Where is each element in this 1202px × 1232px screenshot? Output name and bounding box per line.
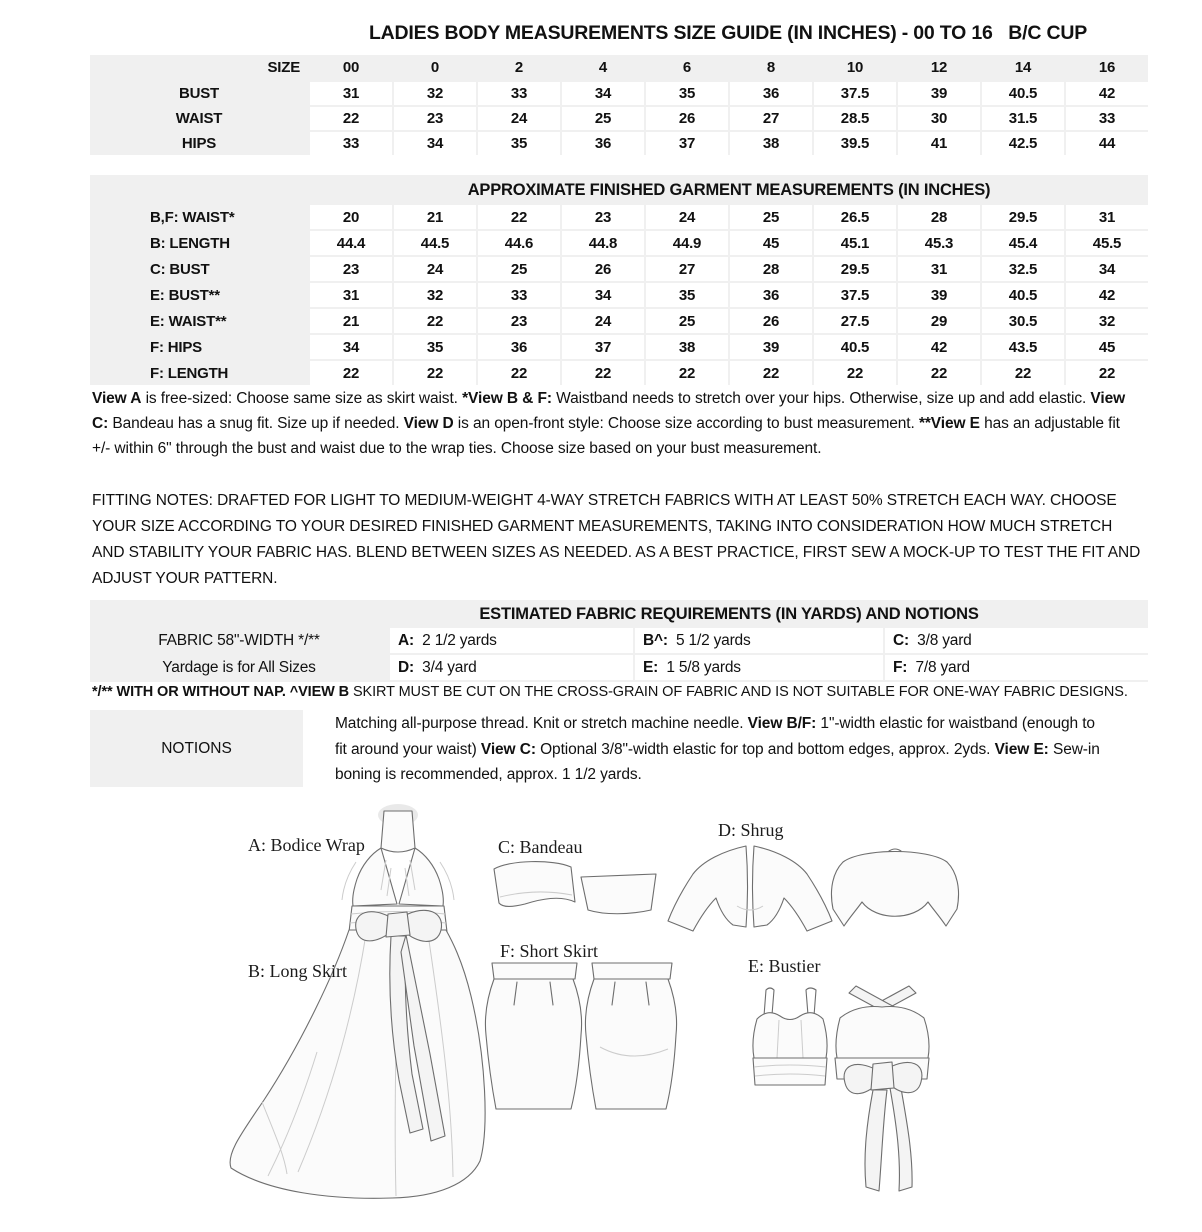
- fabric-view-key: D:: [398, 658, 414, 676]
- body-measurements-grid: [90, 55, 1148, 155]
- bold-text: View B/F:: [747, 715, 817, 732]
- measurement-cell: 24: [646, 205, 728, 229]
- text: Optional 3/8"-width elastic for top and bottom edges, approx. 2yds.: [535, 740, 995, 758]
- fabric-requirements-grid: [90, 628, 1148, 680]
- bold-text: View D: [403, 415, 454, 432]
- measurement-cell: 22: [982, 361, 1064, 385]
- measurement-cell: 39: [898, 283, 980, 307]
- measurement-cell: 27: [730, 107, 812, 130]
- measurement-cell: 31: [310, 283, 392, 307]
- measurement-cell: 22: [1066, 361, 1148, 385]
- row-label: WAIST: [175, 110, 223, 127]
- fabric-yardage-value: 2 1/2 yards: [413, 631, 497, 649]
- fabric-yardage-cell: [885, 628, 1148, 653]
- measurement-cell: 29: [898, 309, 980, 333]
- measurement-cell: 30: [898, 107, 980, 130]
- text: Bandeau has a snug fit. Size up if needed.: [108, 415, 404, 432]
- measurement-cell: 26: [562, 257, 644, 281]
- measurement-cell: 34: [394, 132, 476, 155]
- measurement-cell: 45.5: [1066, 231, 1148, 255]
- size-column-header: 2: [514, 59, 524, 76]
- fabric-requirements-table: [90, 600, 1148, 682]
- measurement-cell: 24: [394, 257, 476, 281]
- fabric-yardage-cell: [390, 655, 633, 680]
- size-column-header: 6: [682, 59, 692, 76]
- measurement-cell: 38: [646, 335, 728, 359]
- fabric-yardage-value: 5 1/2 yards: [667, 631, 751, 649]
- fabric-yardage-value: 3/4 yard: [413, 658, 477, 676]
- text: Sew-in boning is recommended, approx. 1 1/2 yards.: [335, 740, 1100, 784]
- measurement-cell: 22: [394, 309, 476, 333]
- measurement-cell: 35: [646, 82, 728, 105]
- measurement-cell: 45.3: [898, 231, 980, 255]
- bodice-wrap-dress-illustration: [230, 804, 485, 1198]
- bold-text: View C:: [480, 740, 536, 758]
- size-column-header: 4: [598, 59, 608, 76]
- measurement-cell: 25: [562, 107, 644, 130]
- measurement-cell: 42: [1066, 82, 1148, 105]
- bold-text: **View E: [918, 415, 980, 432]
- fabric-footnote: [92, 683, 1142, 702]
- garment-illustrations: [0, 802, 1202, 1232]
- measurement-cell: 20: [310, 205, 392, 229]
- notions-text: [335, 711, 1107, 788]
- fabric-view-key: E:: [643, 658, 659, 676]
- view-label-bustier: E: Bustier: [748, 956, 821, 976]
- bold-text: View E:: [994, 740, 1049, 758]
- measurement-cell: 27: [646, 257, 728, 281]
- measurement-cell: 44: [1066, 132, 1148, 155]
- measurement-cell: 40.5: [982, 283, 1064, 307]
- measurement-cell: 22: [814, 361, 896, 385]
- measurement-cell: 40.5: [814, 335, 896, 359]
- view-label-bodice-wrap: A: Bodice Wrap: [248, 835, 365, 855]
- bold-text: */** WITH OR WITHOUT NAP.: [92, 684, 290, 700]
- measurement-cell: 37: [646, 132, 728, 155]
- measurement-cell: 31: [1066, 205, 1148, 229]
- measurement-cell: 21: [310, 309, 392, 333]
- fabric-view-key: A:: [398, 631, 414, 649]
- measurement-cell: 25: [646, 309, 728, 333]
- measurement-cell: 38: [730, 132, 812, 155]
- fabric-yardage-cell: [635, 655, 883, 680]
- measurement-cell: 42: [1066, 283, 1148, 307]
- measurement-cell: 22: [394, 361, 476, 385]
- measurement-cell: 35: [478, 132, 560, 155]
- bold-text: *View B & F:: [462, 390, 552, 407]
- measurement-cell: 25: [730, 205, 812, 229]
- size-column-header: 0: [430, 59, 440, 76]
- view-label-bandeau: C: Bandeau: [498, 837, 583, 857]
- measurement-cell: 39: [898, 82, 980, 105]
- text: is an open-front style: Choose size according to bust measurement.: [453, 415, 919, 432]
- measurement-cell: 43.5: [982, 335, 1064, 359]
- measurement-cell: 22: [310, 107, 392, 130]
- measurement-cell: 23: [562, 205, 644, 229]
- measurement-cell: 39.5: [814, 132, 896, 155]
- fabric-yardage-cell: [885, 655, 1148, 680]
- fabric-yardage-value: 1 5/8 yards: [658, 658, 741, 676]
- measurement-cell: 42: [898, 335, 980, 359]
- measurement-cell: 23: [478, 309, 560, 333]
- size-column-header: 12: [930, 59, 948, 76]
- measurement-cell: 44.5: [394, 231, 476, 255]
- page-title: LADIES BODY MEASUREMENTS SIZE GUIDE (IN INCHES) - 00 TO 16 B/C CUP: [368, 22, 1088, 44]
- measurement-cell: 32: [394, 283, 476, 307]
- measurement-cell: 37: [562, 335, 644, 359]
- row-label: E: BUST**: [150, 286, 220, 304]
- measurement-cell: 33: [310, 132, 392, 155]
- bustier-illustration: [753, 986, 929, 1191]
- view-label-shrug: D: Shrug: [718, 820, 784, 840]
- measurement-cell: 37.5: [814, 82, 896, 105]
- measurement-cell: 34: [310, 335, 392, 359]
- fabric-table-title: ESTIMATED FABRIC REQUIREMENTS (IN YARDS) AND NOTIONS: [479, 605, 979, 623]
- measurement-cell: 44.6: [478, 231, 560, 255]
- measurement-cell: 28: [730, 257, 812, 281]
- bold-text: View C:: [92, 390, 1126, 432]
- measurement-cell: 44.4: [310, 231, 392, 255]
- measurement-cell: 29.5: [814, 257, 896, 281]
- measurement-cell: 21: [394, 205, 476, 229]
- row-label: B,F: WAIST*: [150, 208, 235, 226]
- row-label: E: WAIST**: [150, 312, 227, 330]
- size-column-header: 00: [342, 59, 360, 76]
- measurement-cell: 34: [562, 283, 644, 307]
- text: is free-sized: Choose same size as skirt waist.: [141, 390, 463, 407]
- measurement-cell: 45.4: [982, 231, 1064, 255]
- row-label: B: LENGTH: [150, 234, 230, 252]
- row-label: F: HIPS: [150, 338, 202, 356]
- measurement-cell: 30.5: [982, 309, 1064, 333]
- view-label-short-skirt: F: Short Skirt: [500, 941, 599, 961]
- measurement-cell: 28: [898, 205, 980, 229]
- fabric-view-key: C:: [893, 631, 909, 649]
- bold-text: View A: [92, 390, 142, 407]
- size-column-header: 14: [1014, 59, 1032, 76]
- measurement-cell: 34: [1066, 257, 1148, 281]
- size-column-header: 10: [846, 59, 864, 76]
- measurement-cell: 41: [898, 132, 980, 155]
- measurement-cell: 33: [478, 82, 560, 105]
- measurement-cell: 22: [898, 361, 980, 385]
- measurement-cell: 33: [478, 283, 560, 307]
- measurement-cell: 45: [1066, 335, 1148, 359]
- measurement-cell: 31: [898, 257, 980, 281]
- measurement-cell: 44.8: [562, 231, 644, 255]
- fabric-yardage-cell: [390, 628, 633, 653]
- measurement-cell: 36: [478, 335, 560, 359]
- text: SKIRT MUST BE CUT ON THE CROSS-GRAIN OF FABRIC AND IS NOT SUITABLE FOR ONE-WAY FABRIC DESIGNS.: [349, 684, 1128, 700]
- measurement-cell: 32: [394, 82, 476, 105]
- fabric-view-key: F:: [893, 658, 908, 676]
- measurement-cell: 44.9: [646, 231, 728, 255]
- measurement-cell: 29.5: [982, 205, 1064, 229]
- measurement-cell: 34: [562, 82, 644, 105]
- fabric-yardage-value: 3/8 yard: [908, 631, 972, 649]
- measurement-cell: 26: [646, 107, 728, 130]
- fabric-row-label: FABRIC 58"-WIDTH */**: [158, 631, 320, 649]
- fitting-notes: FITTING NOTES: DRAFTED FOR LIGHT TO MEDIUM-WEIGHT 4-WAY STRETCH FABRICS WITH AT LEAST 50% STRETCH EACH WAY. CHOOSE YOUR SIZE ACCORDING TO YOUR DESIRED FINISHED GARMENT MEASUREMENTS, TAKING INTO CONSIDERATION HOW MUCH STRETCH AND STABILITY YOUR FABRIC HAS. BLEND BETWEEN SIZES AS NEEDED. AS A BEST PRACTICE, FIRST SEW A MOCK-UP TO TEST THE FIT AND ADJUST YOUR PATTERN.: [92, 492, 1141, 587]
- measurement-cell: 35: [394, 335, 476, 359]
- measurement-cell: 36: [730, 283, 812, 307]
- measurement-cell: 22: [478, 361, 560, 385]
- fabric-yardage-cell: [635, 628, 883, 653]
- notions-label: NOTIONS: [90, 710, 303, 787]
- measurement-cell: 28.5: [814, 107, 896, 130]
- measurement-cell: 26.5: [814, 205, 896, 229]
- row-label: F: LENGTH: [150, 364, 229, 382]
- measurement-cell: 22: [646, 361, 728, 385]
- garment-measurements-table: [90, 175, 1148, 385]
- bandeau-illustration: [494, 862, 656, 914]
- measurement-cell: 36: [562, 132, 644, 155]
- measurement-cell: 23: [394, 107, 476, 130]
- bold-text: ^VIEW B: [289, 684, 350, 700]
- measurement-cell: 37.5: [814, 283, 896, 307]
- measurement-cell: 45.1: [814, 231, 896, 255]
- measurement-cell: 31: [310, 82, 392, 105]
- size-column-header: 8: [766, 59, 776, 76]
- measurement-cell: 22: [310, 361, 392, 385]
- measurement-cell: 31.5: [982, 107, 1064, 130]
- fabric-yardage-value: 7/8 yard: [907, 658, 970, 676]
- shrug-illustration: [668, 846, 959, 931]
- row-label: C: BUST: [150, 260, 210, 278]
- measurement-cell: 26: [730, 309, 812, 333]
- fabric-row-label: Yardage is for All Sizes: [162, 658, 316, 676]
- measurement-cell: 35: [646, 283, 728, 307]
- measurement-cell: 25: [478, 257, 560, 281]
- measurement-cell: 45: [730, 231, 812, 255]
- measurement-cell: 23: [310, 257, 392, 281]
- measurement-cell: 42.5: [982, 132, 1064, 155]
- text: Matching all-purpose thread. Knit or stretch machine needle.: [335, 715, 748, 732]
- measurement-cell: 24: [478, 107, 560, 130]
- size-column-header: 16: [1098, 59, 1116, 76]
- text: 1"-width elastic for waistband (enough to fit around your waist): [335, 715, 1095, 758]
- measurement-cell: 32.5: [982, 257, 1064, 281]
- measurement-cell: 22: [478, 205, 560, 229]
- garment-measurements-grid: [90, 205, 1148, 385]
- fabric-view-key: B^:: [643, 631, 668, 649]
- measurement-cell: 36: [730, 82, 812, 105]
- measurement-cell: 32: [1066, 309, 1148, 333]
- measurement-cell: 39: [730, 335, 812, 359]
- sizing-notes: [92, 386, 1142, 461]
- body-measurements-table: [90, 55, 1148, 155]
- size-header-label: SIZE: [267, 59, 300, 76]
- garment-table-title: APPROXIMATE FINISHED GARMENT MEASUREMENTS (IN INCHES): [467, 181, 991, 199]
- row-label: BUST: [178, 85, 220, 102]
- measurement-cell: 33: [1066, 107, 1148, 130]
- short-skirt-illustration: [485, 963, 676, 1109]
- measurement-cell: 40.5: [982, 82, 1064, 105]
- text: has an adjustable fit +/- within 6" through the bust and waist due to the wrap ties. Choose size based on your bust measurement.: [92, 415, 1120, 457]
- measurement-cell: 24: [562, 309, 644, 333]
- view-label-long-skirt: B: Long Skirt: [248, 961, 348, 981]
- text: Waistband needs to stretch over your hips. Otherwise, size up and add elastic.: [551, 390, 1091, 407]
- measurement-cell: 22: [730, 361, 812, 385]
- row-label: HIPS: [181, 135, 217, 152]
- measurement-cell: 27.5: [814, 309, 896, 333]
- measurement-cell: 22: [562, 361, 644, 385]
